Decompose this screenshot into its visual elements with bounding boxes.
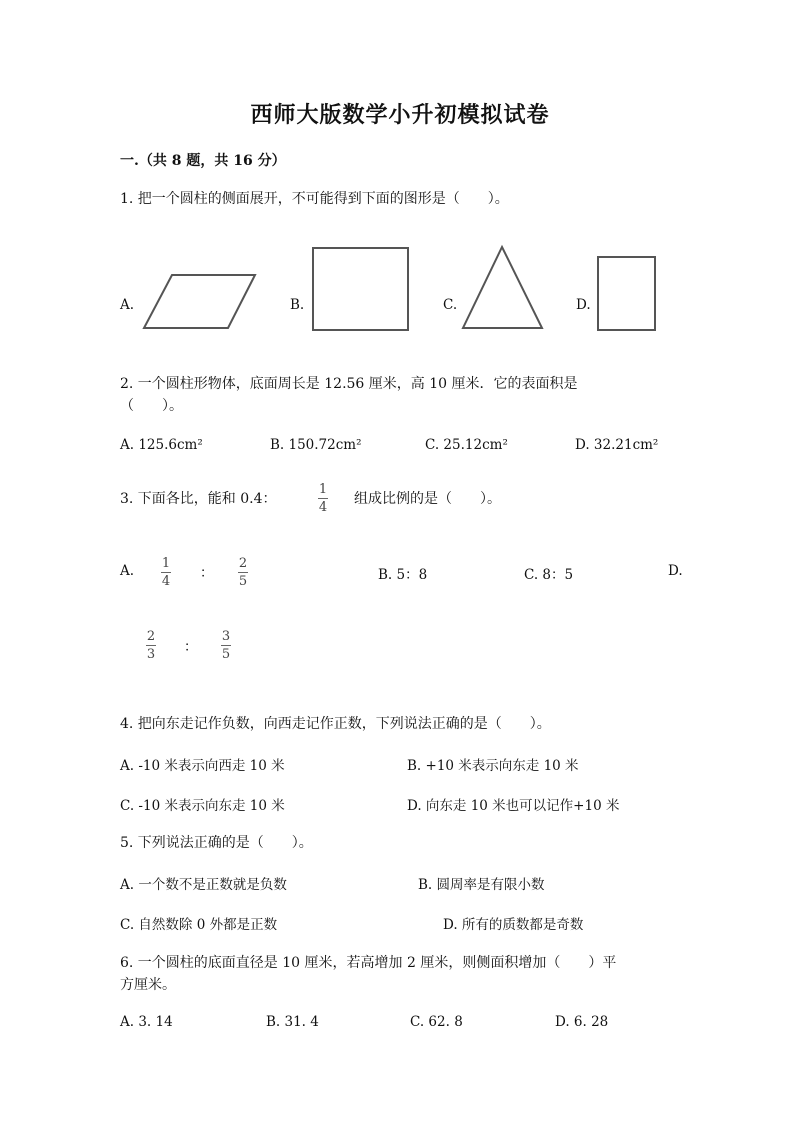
parallelogram-icon <box>140 270 260 334</box>
fraction-denominator: 5 <box>221 647 231 662</box>
q4-option-a[interactable]: A. -10 米表示向西走 10 米 <box>120 758 285 774</box>
q2-option-d[interactable]: D. 32.21cm² <box>575 437 659 453</box>
question-2-line-2: （ ）。 <box>120 398 183 414</box>
triangle-icon <box>459 244 545 334</box>
q1-option-b-label[interactable]: B. <box>290 297 305 313</box>
q6-option-c[interactable]: C. 62. 8 <box>410 1014 463 1030</box>
q6-option-d[interactable]: D. 6. 28 <box>555 1014 609 1030</box>
q6-option-b[interactable]: B. 31. 4 <box>266 1014 319 1030</box>
q3-option-d-fraction-1 <box>146 629 156 662</box>
square-icon <box>310 245 412 333</box>
q2-option-c[interactable]: C. 25.12cm² <box>425 437 508 453</box>
q3-option-a-fraction-1 <box>161 556 171 589</box>
q4-option-c[interactable]: C. -10 米表示向东走 10 米 <box>120 798 285 814</box>
page-title: 西师大版数学小升初模拟试卷 <box>250 102 550 128</box>
question-3-suffix: 组成比例的是（ ）。 <box>354 491 501 507</box>
fraction-numerator: 2 <box>146 629 156 644</box>
q1-option-c-label[interactable]: C. <box>443 297 458 313</box>
fraction-bar <box>221 645 231 646</box>
q2-option-a[interactable]: A. 125.6cm² <box>120 437 203 453</box>
q3-option-a-fraction-2 <box>238 556 248 589</box>
fraction-denominator: 4 <box>318 500 328 515</box>
ratio-colon: ： <box>184 639 198 655</box>
q6-option-a[interactable]: A. 3. 14 <box>120 1014 173 1030</box>
question-4-text: 4. 把向东走记作负数，向西走记作正数，下列说法正确的是（ ）。 <box>120 716 551 732</box>
q4-option-b[interactable]: B. +10 米表示向东走 10 米 <box>407 758 579 774</box>
section-heading: 一.（共 8 题，共 16 分） <box>120 153 286 169</box>
q2-option-b[interactable]: B. 150.72cm² <box>270 437 362 453</box>
question-1-text: 1. 把一个圆柱的侧面展开，不可能得到下面的图形是（ ）。 <box>120 191 509 207</box>
fraction-denominator: 3 <box>146 647 156 662</box>
q4-option-d[interactable]: D. 向东走 10 米也可以记作+10 米 <box>407 798 620 814</box>
question-6-line-1: 6. 一个圆柱的底面直径是 10 厘米，若高增加 2 厘米，则侧面积增加（ ）平 <box>120 955 617 971</box>
q3-option-b[interactable]: B. 5：8 <box>378 567 428 583</box>
q3-option-c[interactable]: C. 8：5 <box>524 567 574 583</box>
q5-option-c[interactable]: C. 自然数除 0 外都是正数 <box>120 917 278 933</box>
q1-option-a-label[interactable]: A. <box>120 297 135 313</box>
q5-option-d[interactable]: D. 所有的质数都是奇数 <box>443 917 584 933</box>
q1-option-d-label[interactable]: D. <box>576 297 591 313</box>
question-5-text: 5. 下列说法正确的是（ ）。 <box>120 835 313 851</box>
fraction-numerator: 3 <box>221 629 231 644</box>
q5-option-b[interactable]: B. 圆周率是有限小数 <box>418 877 545 893</box>
question-3-prefix: 3. 下面各比，能和 0.4： <box>120 491 277 507</box>
fraction-bar <box>161 572 171 573</box>
fraction-numerator: 2 <box>238 556 248 571</box>
q3-option-d-label[interactable]: D. <box>668 563 683 579</box>
q5-option-a[interactable]: A. 一个数不是正数就是负数 <box>120 877 287 893</box>
fraction-bar <box>318 498 328 499</box>
fraction-denominator: 5 <box>238 574 248 589</box>
fraction-one-quarter <box>318 482 328 515</box>
q3-option-d-fraction-2 <box>221 629 231 662</box>
fraction-numerator: 1 <box>318 482 328 497</box>
fraction-bar <box>238 572 248 573</box>
fraction-numerator: 1 <box>161 556 171 571</box>
fraction-denominator: 4 <box>161 574 171 589</box>
question-2-line-1: 2. 一个圆柱形物体，底面周长是 12.56 厘米，高 10 厘米．它的表面积是 <box>120 376 578 392</box>
ratio-colon: ： <box>200 565 214 581</box>
q3-option-a-label[interactable]: A. <box>120 563 135 579</box>
rectangle-icon <box>595 254 659 334</box>
question-6-line-2: 方厘米。 <box>120 977 176 993</box>
fraction-bar <box>146 645 156 646</box>
